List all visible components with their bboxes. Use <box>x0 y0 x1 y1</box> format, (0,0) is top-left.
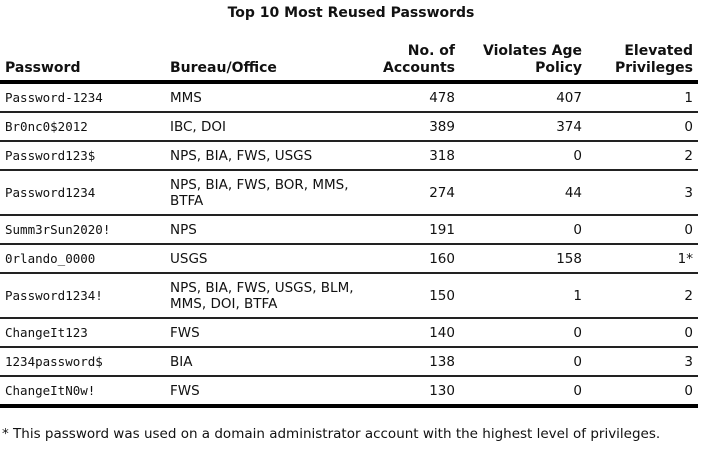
cell-elevated: 3 <box>684 184 693 201</box>
passwords-table <box>0 43 698 408</box>
cell-accounts: 274 <box>429 184 455 201</box>
table-row <box>0 82 698 112</box>
header-elevated: Elevated Privileges <box>614 43 693 76</box>
cell-bureau: NPS <box>170 221 197 238</box>
cell-age-policy: 0 <box>573 382 582 399</box>
cell-password: ChangeIt123 <box>5 324 88 340</box>
cell-elevated: 0 <box>684 382 693 399</box>
cell-accounts: 191 <box>429 221 455 238</box>
cell-age-policy: 0 <box>573 324 582 341</box>
cell-elevated: 1 <box>684 89 693 106</box>
cell-bureau: NPS, BIA, FWS, USGS <box>170 147 313 164</box>
table-row <box>0 215 698 244</box>
cell-elevated: 0 <box>684 221 693 238</box>
cell-elevated: 0 <box>684 324 693 341</box>
header-row <box>0 43 698 82</box>
cell-password: Password-1234 <box>5 89 103 105</box>
cell-password: Password1234 <box>5 184 96 200</box>
cell-bureau: NPS, BIA, FWS, BOR, MMS, BTFA <box>170 176 349 209</box>
cell-accounts: 150 <box>429 287 455 304</box>
cell-age-policy: 44 <box>564 184 582 201</box>
cell-password: 0rlando_0000 <box>5 250 96 266</box>
table-row <box>0 273 698 318</box>
table-row <box>0 170 698 215</box>
cell-age-policy: 374 <box>556 118 582 135</box>
table-row <box>0 318 698 347</box>
cell-accounts: 140 <box>429 324 455 341</box>
cell-bureau: BIA <box>170 353 193 370</box>
footnote: * This password was used on a domain administrator account with the highest level of privileges. <box>2 426 661 442</box>
header-accounts: No. of Accounts <box>382 43 455 76</box>
cell-bureau: USGS <box>170 250 208 267</box>
cell-age-policy: 0 <box>573 147 582 164</box>
table-row <box>0 244 698 273</box>
cell-password: ChangeItN0w! <box>5 382 96 398</box>
cell-elevated: 3 <box>684 353 693 370</box>
cell-accounts: 478 <box>429 89 455 106</box>
table-row <box>0 347 698 376</box>
cell-bureau: FWS <box>170 324 200 341</box>
cell-accounts: 138 <box>429 353 455 370</box>
cell-password: Summ3rSun2020! <box>5 221 111 237</box>
cell-age-policy: 0 <box>573 221 582 238</box>
cell-password: Br0nc0$2012 <box>5 118 88 134</box>
cell-password: Password123$ <box>5 147 96 163</box>
cell-elevated: 2 <box>684 287 693 304</box>
cell-age-policy: 1 <box>573 287 582 304</box>
table-row <box>0 141 698 170</box>
cell-password: Password1234! <box>5 287 103 303</box>
table-row <box>0 112 698 141</box>
cell-password: 1234password$ <box>5 353 103 369</box>
cell-age-policy: 407 <box>556 89 582 106</box>
header-age-policy: Violates Age Policy <box>483 43 582 76</box>
cell-elevated: 2 <box>684 147 693 164</box>
cell-elevated: 1* <box>677 250 693 267</box>
cell-accounts: 160 <box>429 250 455 267</box>
cell-age-policy: 0 <box>573 353 582 370</box>
cell-elevated: 0 <box>684 118 693 135</box>
table-row <box>0 376 698 406</box>
cell-bureau: NPS, BIA, FWS, USGS, BLM, MMS, DOI, BTFA <box>170 279 354 312</box>
header-bureau: Bureau/Office <box>170 60 277 76</box>
cell-bureau: FWS <box>170 382 200 399</box>
cell-accounts: 389 <box>429 118 455 135</box>
cell-bureau: MMS <box>170 89 202 106</box>
cell-accounts: 318 <box>429 147 455 164</box>
cell-age-policy: 158 <box>556 250 582 267</box>
header-password: Password <box>5 60 81 76</box>
cell-bureau: IBC, DOI <box>170 118 227 135</box>
table-title: Top 10 Most Reused Passwords <box>227 5 475 21</box>
cell-accounts: 130 <box>429 382 455 399</box>
